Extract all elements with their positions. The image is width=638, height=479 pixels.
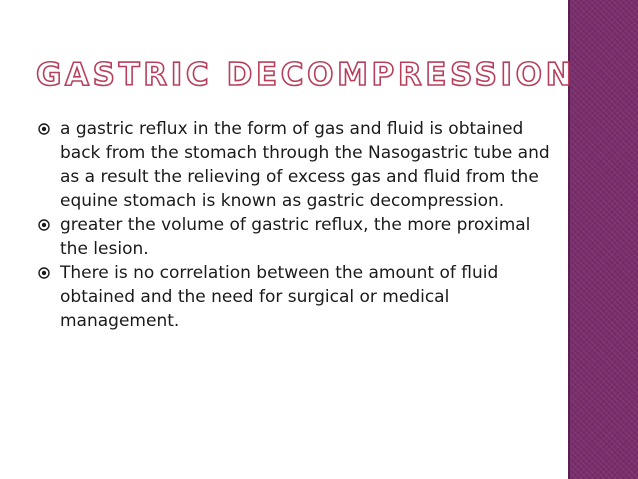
bullet-text: There is no correlation between the amount of fluid obtained and the need for surgical or medical management. — [60, 263, 499, 331]
bullet-item — [38, 261, 558, 333]
bullet-text: a gastric reflux in the form of gas and fluid is obtained back from the stomach through the Nasogastric tube and as a result the relieving of excess gas and fluid from the equine stomach is known as gastric decompression. — [60, 119, 550, 211]
bullet-item — [38, 117, 558, 213]
bullet-item — [38, 213, 558, 261]
target-bullet-icon — [38, 267, 50, 279]
target-bullet-icon — [38, 123, 50, 135]
target-bullet-icon — [38, 219, 50, 231]
slide-title: GASTRIC DECOMPRESSION — [36, 57, 576, 93]
bullet-text: greater the volume of gastric reflux, the more proximal the lesion. — [60, 215, 531, 259]
bullet-list — [38, 117, 558, 333]
decorative-side-band — [568, 0, 638, 479]
